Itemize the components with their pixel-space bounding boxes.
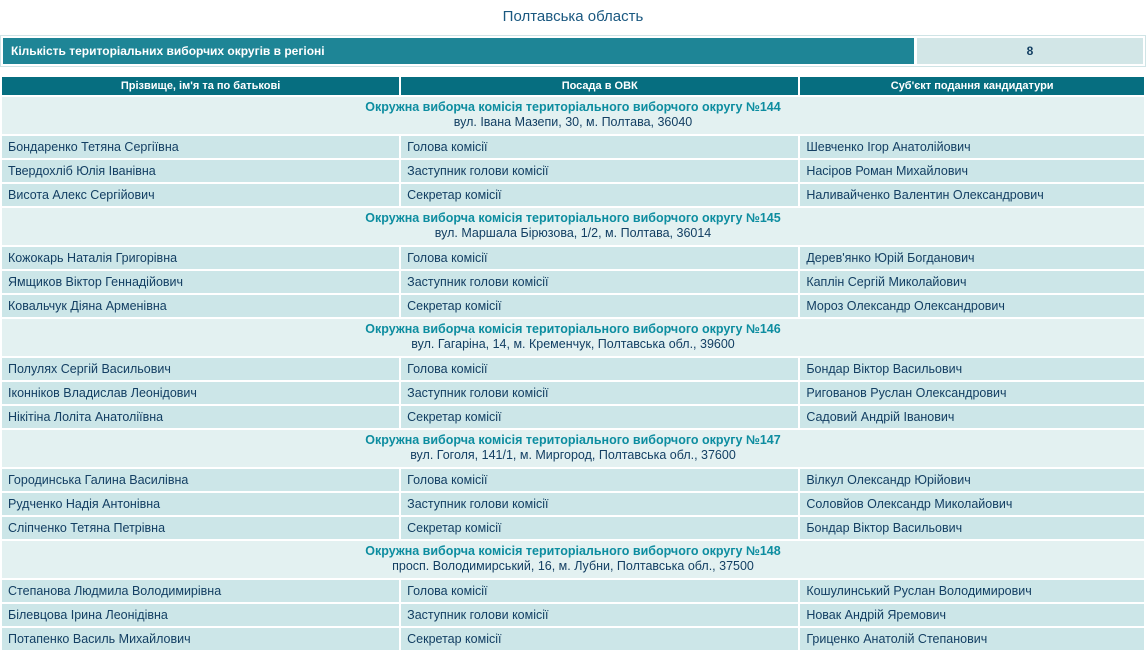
section-title: Окружна виборча комісія територіального виборчого округу №147 <box>365 433 781 447</box>
position-cell: Секретар комісії <box>401 517 798 539</box>
table-row <box>2 604 1144 626</box>
table-row <box>2 517 1144 539</box>
nominator-cell: Кошулинський Руслан Володимирович <box>800 580 1144 602</box>
member-name-cell: Висота Алекс Сергійович <box>2 184 399 206</box>
nominator-cell: Насіров Роман Михайлович <box>800 160 1144 182</box>
position-cell: Голова комісії <box>401 136 798 158</box>
section-address: вул. Івана Мазепи, 30, м. Полтава, 36040 <box>453 115 693 129</box>
table-row <box>2 136 1144 158</box>
table-row <box>2 493 1144 515</box>
table-row <box>2 382 1144 404</box>
section-header-cell <box>2 97 1144 134</box>
member-name-cell: Городинська Галина Василівна <box>2 469 399 491</box>
section-header-cell <box>2 319 1144 356</box>
section-header-cell <box>2 208 1144 245</box>
position-cell: Голова комісії <box>401 469 798 491</box>
section-address: вул. Маршала Бірюзова, 1/2, м. Полтава, 36014 <box>434 226 712 240</box>
section-header-row <box>2 319 1144 356</box>
table-row <box>2 184 1144 206</box>
nominator-cell: Вілкул Олександр Юрійович <box>800 469 1144 491</box>
summary-value: 8 <box>917 38 1143 64</box>
column-header-position: Посада в ОВК <box>401 77 798 95</box>
section-header-row <box>2 208 1144 245</box>
position-cell: Заступник голови комісії <box>401 271 798 293</box>
nominator-cell: Дерев'янко Юрій Богданович <box>800 247 1144 269</box>
position-cell: Секретар комісії <box>401 406 798 428</box>
member-name-cell: Іконніков Владислав Леонідович <box>2 382 399 404</box>
table-row <box>2 247 1144 269</box>
member-name-cell: Нікітіна Лоліта Анатоліївна <box>2 406 399 428</box>
table-header <box>2 77 1144 95</box>
position-cell: Секретар комісії <box>401 628 798 650</box>
nominator-cell: Садовий Андрій Іванович <box>800 406 1144 428</box>
table-header-row <box>2 77 1144 95</box>
member-name-cell: Кожокарь Наталія Григорівна <box>2 247 399 269</box>
position-cell: Секретар комісії <box>401 295 798 317</box>
section-header-row <box>2 97 1144 134</box>
section-address: вул. Гагаріна, 14, м. Кременчук, Полтавська обл., 39600 <box>411 337 735 351</box>
nominator-cell: Гриценко Анатолій Степанович <box>800 628 1144 650</box>
nominator-cell: Новак Андрій Яремович <box>800 604 1144 626</box>
table-row <box>2 358 1144 380</box>
section-title: Окружна виборча комісія територіального виборчого округу №146 <box>365 322 781 336</box>
member-name-cell: Ковальчук Діяна Арменівна <box>2 295 399 317</box>
table-row <box>2 295 1144 317</box>
nominator-cell: Шевченко Ігор Анатолійович <box>800 136 1144 158</box>
section-title: Окружна виборча комісія територіального виборчого округу №145 <box>365 211 781 225</box>
member-name-cell: Білевцова Ірина Леонідівна <box>2 604 399 626</box>
page-title: Полтавська область <box>502 8 644 25</box>
position-cell: Голова комісії <box>401 580 798 602</box>
member-name-cell: Степанова Людмила Володимирівна <box>2 580 399 602</box>
table-row <box>2 628 1144 650</box>
nominator-cell: Ригованов Руслан Олександрович <box>800 382 1144 404</box>
nominator-cell: Каплін Сергій Миколайович <box>800 271 1144 293</box>
position-cell: Голова комісії <box>401 358 798 380</box>
nominator-cell: Наливайченко Валентин Олександрович <box>800 184 1144 206</box>
table-row <box>2 271 1144 293</box>
commissions-table <box>0 75 1146 652</box>
nominator-cell: Мороз Олександр Олександрович <box>800 295 1144 317</box>
nominator-cell: Бондар Віктор Васильович <box>800 358 1144 380</box>
section-address: просп. Володимирський, 16, м. Лубни, Полтавська обл., 37500 <box>392 559 754 573</box>
column-header-nominator: Суб'єкт подання кандидатури <box>800 77 1144 95</box>
section-header-row <box>2 430 1144 467</box>
table-row <box>2 160 1144 182</box>
table-body <box>2 97 1144 650</box>
member-name-cell: Твердохліб Юлія Іванівна <box>2 160 399 182</box>
table-row <box>2 406 1144 428</box>
position-cell: Секретар комісії <box>401 184 798 206</box>
position-cell: Голова комісії <box>401 247 798 269</box>
position-cell: Заступник голови комісії <box>401 604 798 626</box>
summary-label: Кількість територіальних виборчих округів в регіоні <box>3 38 914 64</box>
section-header-cell <box>2 430 1144 467</box>
section-title: Окружна виборча комісія територіального виборчого округу №144 <box>365 100 781 114</box>
section-title: Окружна виборча комісія територіального виборчого округу №148 <box>365 544 781 558</box>
nominator-cell: Соловйов Олександр Миколайович <box>800 493 1144 515</box>
column-header-name: Прізвище, ім'я та по батькові <box>2 77 399 95</box>
section-header-cell <box>2 541 1144 578</box>
section-address: вул. Гоголя, 141/1, м. Миргород, Полтавська обл., 37600 <box>410 448 736 462</box>
member-name-cell: Бондаренко Тетяна Сергіївна <box>2 136 399 158</box>
position-cell: Заступник голови комісії <box>401 160 798 182</box>
position-cell: Заступник голови комісії <box>401 493 798 515</box>
member-name-cell: Сліпченко Тетяна Петрівна <box>2 517 399 539</box>
member-name-cell: Потапенко Василь Михайлович <box>2 628 399 650</box>
summary-strip <box>0 35 1146 67</box>
member-name-cell: Рудченко Надія Антонівна <box>2 493 399 515</box>
member-name-cell: Полулях Сергій Васильович <box>2 358 399 380</box>
member-name-cell: Ямщиков Віктор Геннадійович <box>2 271 399 293</box>
nominator-cell: Бондар Віктор Васильович <box>800 517 1144 539</box>
section-header-row <box>2 541 1144 578</box>
table-row <box>2 469 1144 491</box>
position-cell: Заступник голови комісії <box>401 382 798 404</box>
